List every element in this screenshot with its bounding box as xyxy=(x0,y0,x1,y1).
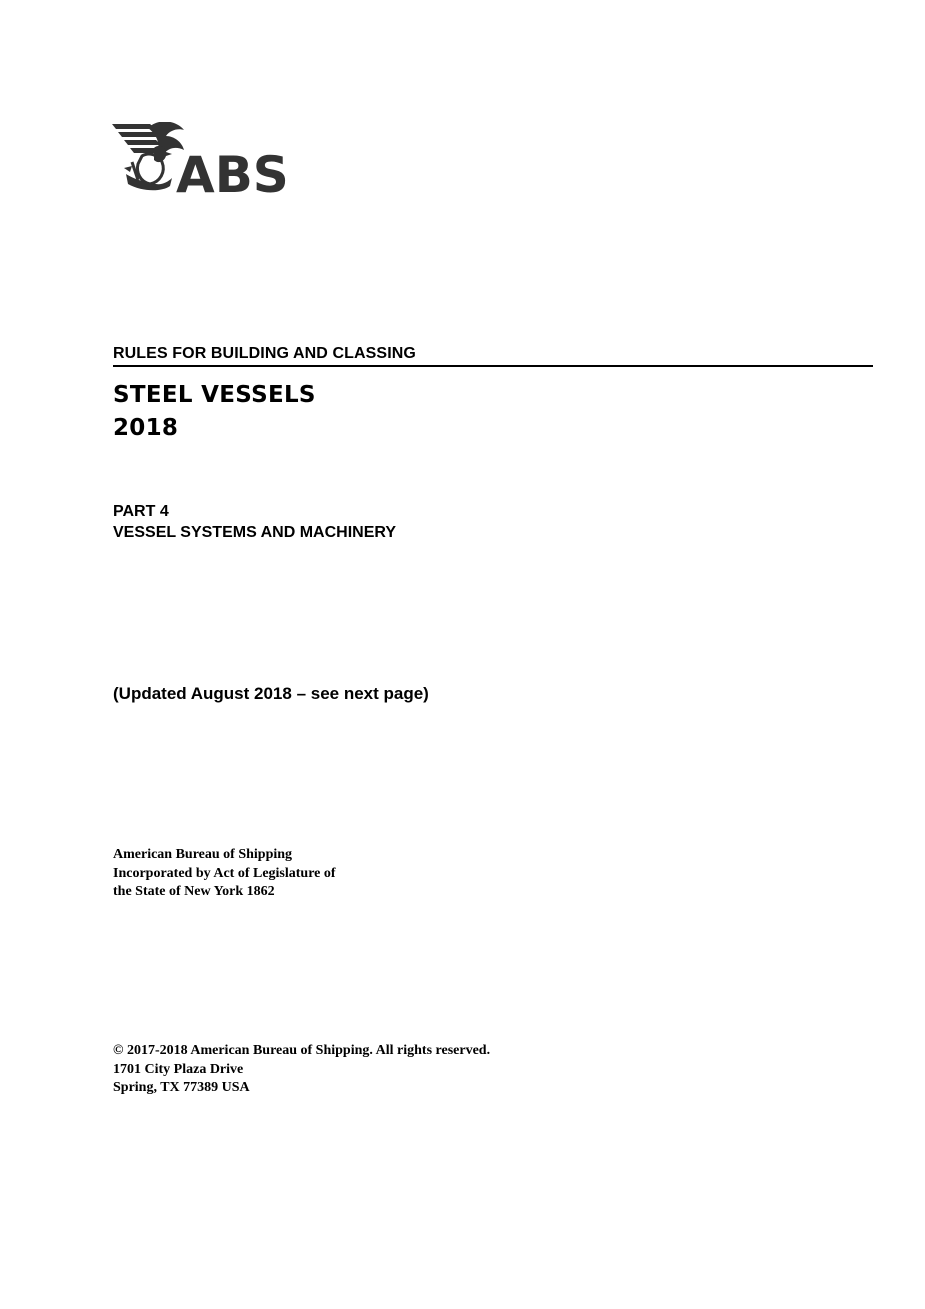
abs-logo xyxy=(112,122,304,194)
title-block xyxy=(113,345,873,445)
series-title: RULES FOR BUILDING AND CLASSING xyxy=(113,345,873,367)
publisher-line-1: American Bureau of Shipping xyxy=(113,847,293,862)
title-line-2: 2018 xyxy=(113,415,179,441)
copyright-block xyxy=(113,1042,490,1098)
update-note: (Updated August 2018 – see next page) xyxy=(113,684,429,703)
abs-wordmark: ABS xyxy=(176,146,289,194)
title-line-1: STEEL VESSELS xyxy=(113,382,316,408)
part-name: VESSEL SYSTEMS AND MACHINERY xyxy=(113,524,397,541)
publisher-line-3: the State of New York 1862 xyxy=(113,884,275,899)
part-number: PART 4 xyxy=(113,503,169,520)
publisher-line-2: Incorporated by Act of Legislature of xyxy=(113,865,336,881)
copyright-line: © 2017-2018 American Bureau of Shipping. All rights reserved. xyxy=(113,1043,491,1058)
part-heading xyxy=(113,501,396,543)
eagle-icon xyxy=(112,122,304,194)
address-line-2: Spring, TX 77389 USA xyxy=(113,1080,250,1095)
address-line-1: 1701 City Plaza Drive xyxy=(113,1061,244,1077)
publisher-block xyxy=(113,846,336,902)
document-title xyxy=(113,379,873,445)
